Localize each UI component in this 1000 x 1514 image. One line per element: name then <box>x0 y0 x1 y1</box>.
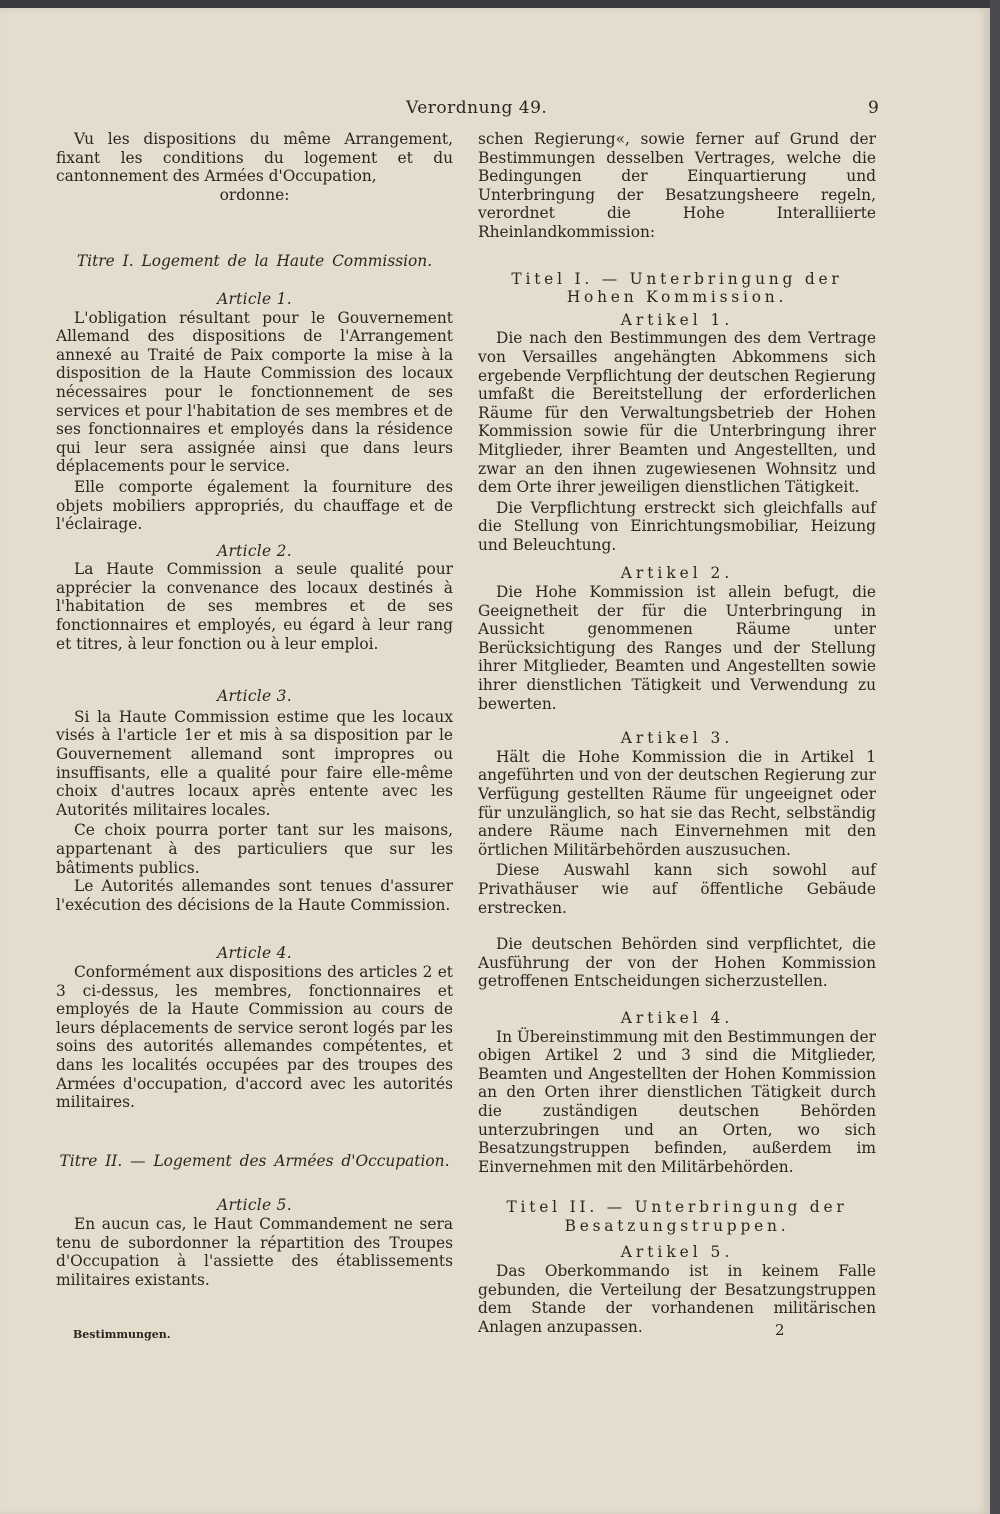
fr-article-1-heading: Article 1. <box>217 289 292 308</box>
fr-article-2-p1: La Haute Commission a seule qualité pour apprécier la convenance des locaux destinés à l'habitation de ses membres et de ses fonctionnaires et employés, eu égard à leur rang et titres, à leur fonction ou à leur emploi. <box>56 560 453 653</box>
de-titel-1: Titel I. — Unterbringung der Hohen Kommission. <box>511 269 843 307</box>
footer-label: Bestimmungen. <box>73 1328 171 1341</box>
fr-article-5-heading: Article 5. <box>217 1196 292 1215</box>
fr-article-3-p2: Ce choix pourra porter tant sur les maisons, appartenant à des particuliers que sur les bâtiments publics. <box>56 821 453 877</box>
fr-article-2-heading: Article 2. <box>217 541 292 560</box>
fr-article-3-p3: Le Autorités allemandes sont tenues d'assurer l'exécution des décisions de la Haute Commission. <box>56 877 453 914</box>
footer-signature-mark: 2 <box>775 1321 785 1339</box>
running-title: Verordnung 49. <box>406 98 548 118</box>
fr-intro: Vu les dispositions du même Arrangement, fixant les conditions du logement et du cantonnement des Armées d'Occupation, <box>56 130 453 186</box>
french-column <box>56 130 453 1289</box>
fr-article-3-heading: Article 3. <box>217 687 292 706</box>
fr-article-1-p2: Elle comporte également la fourniture des objets mobiliers appropriés, du chauffage et de l'éclairage. <box>56 477 453 534</box>
de-artikel-5-p1: Das Oberkommando ist in keinem Falle gebunden, die Verteilung der Besatzungstruppen dem Stande der vorhandenen militärischen Anlagen anzupassen. <box>478 1262 876 1336</box>
scan-top-border <box>0 0 1000 8</box>
de-artikel-3-p1: Hält die Hohe Kommission die in Artikel 1 angeführten und von der deutschen Regierung zur Verfügung gestellten Räume für ungeeignet oder für unzulänglich, so hat sie das Recht, selbständig andere Räume nach Einvernehmen mit den örtlichen Militärbehörden auszusuchen. <box>478 747 876 859</box>
fr-article-5-p1: En aucun cas, le Haut Commandement ne sera tenu de subordonner la répartition des Troupes d'Occupation à l'assiette des établissements militaires existants. <box>56 1214 453 1289</box>
de-titel-2: Titel II. — Unterbringung der Besatzungstruppen. <box>506 1198 848 1235</box>
de-artikel-3-heading: Artikel 3. <box>620 729 734 748</box>
fr-article-4-p1: Conformément aux dispositions des articles 2 et 3 ci-dessus, les membres, fonctionnaires et employés de la Haute Commission au cours de leurs déplacements de service seront logés par les soins des autorités allemandes compétentes, et dans les localités occupées par des troupes des Armées d'occupation, d'accord avec les autorités militaires. <box>56 962 453 1112</box>
fr-titre-2: Titre II. — Logement des Armées d'Occupation. <box>59 1151 450 1170</box>
de-artikel-2-p1: Die Hohe Kommission ist allein befugt, die Geeignetheit der für die Unterbringung in Aussicht genommenen Räume unter Berücksichtigung des Ranges und der Stellung ihrer Mitglieder, Beamten und Angestellten sowie ihrer dienstlichen Tätigkeit und Verwendung zu bewerten. <box>478 583 876 713</box>
de-intro: schen Regierung«, sowie ferner auf Grund der Bestimmungen desselben Vertrages, welche die Bedingungen der Einquartierung und Unterbringung der Besatzungsheere regeln, verordnet die Hohe Interalliierte Rheinlandkommission: <box>478 130 876 241</box>
de-artikel-3-p3: Die deutschen Behörden sind verpflichtet, die Ausführung der von der Hohen Kommission getroffenen Entscheidungen sicherzustellen. <box>478 935 876 991</box>
de-artikel-1-p1: Die nach den Bestimmungen des dem Vertrage von Versailles angehängten Abkommens sich ergebende Verpflichtung der deutschen Regierung umfaßt die Bereitstellung der erforderlichen Räume für den Verwaltungsbetrieb der Hohen Kommission sowie für die Unterbringung ihrer Mitglieder, ihrer Beamten und Angestellten, und zwar an den ihnen zugewiesenen Wohnsitz und dem Orte ihrer jeweiligen dienstlichen Tätigkeit. <box>478 329 876 497</box>
fr-article-1-p1: L'obligation résultant pour le Gouvernement Allemand des dispositions de l'Arrangement annexé au Traité de Paix comporte la mise à la disposition de la Haute Commission des locaux nécessaires pour le fonctionnement de ses services et pour l'habitation de ses membres et de ses fonctionnaires et employés dans la résidence qui leur sera assignée ainsi que dans leurs déplacements pour le service. <box>56 308 453 476</box>
scan-right-border <box>990 0 1000 1514</box>
de-artikel-5-heading: Artikel 5. <box>620 1243 734 1262</box>
de-artikel-2-heading: Artikel 2. <box>620 564 734 583</box>
de-artikel-3-p2: Diese Auswahl kann sich sowohl auf Privathäuser wie auf öffentliche Gebäude erstrecken. <box>478 861 876 917</box>
fr-titre-1: Titre I. Logement de la Haute Commission. <box>76 252 433 271</box>
fr-article-4-heading: Article 4. <box>217 944 292 963</box>
german-column <box>478 130 876 1336</box>
document-page <box>0 8 990 1514</box>
fr-ordonne: ordonne: <box>219 185 290 204</box>
de-artikel-1-heading: Artikel 1. <box>620 310 734 329</box>
de-artikel-1-p2: Die Verpflichtung erstreckt sich gleichfalls auf die Stellung von Einrichtungsmobiliar, Heizung und Beleuchtung. <box>478 498 876 554</box>
page-number: 9 <box>868 98 879 118</box>
page-header <box>0 90 990 120</box>
de-artikel-4-heading: Artikel 4. <box>620 1008 734 1027</box>
de-artikel-4-p1: In Übereinstimmung mit den Bestimmungen der obigen Artikel 2 und 3 sind die Mitglieder, Beamten und Angestellten der Hohen Kommission an den Orten ihrer dienstlichen Tätigkeit durch die zuständigen deutschen Behörden unterzubringen und an Orten, wo sich Besatzungstruppen befinden, außerdem im Einvernehmen mit den Militärbehörden. <box>478 1027 876 1176</box>
fr-article-3-p1: Si la Haute Commission estime que les locaux visés à l'article 1er et mis à sa disposition par le Gouvernement allemand sont impropres ou insuffisants, elle a qualité pour faire elle-même choix d'autres locaux après entente avec les Autorités militaires locales. <box>56 707 453 819</box>
